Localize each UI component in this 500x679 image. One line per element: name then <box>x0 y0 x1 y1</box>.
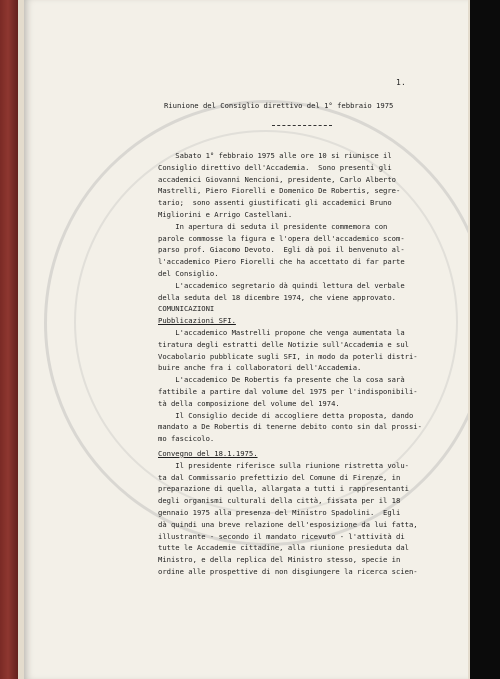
text-line: tario; sono assenti giustificati gli accademici Bruno <box>158 198 392 208</box>
text-line: parole commosse la figura e l'opera dell'accademico scom- <box>158 233 405 243</box>
text-line: Ministro, e della replica del Ministro stesso, specie in <box>158 555 401 565</box>
text-line: illustrante - secondo il mandato ricevuto - l'attività di <box>158 531 405 541</box>
text-line: Sabato 1° febbraio 1975 alle ore 10 si riunisce il <box>158 151 392 160</box>
text-line: ta dal Commissario prefettizio del Comune di Firenze, in <box>158 472 401 482</box>
text-line: del Consiglio. <box>158 268 219 278</box>
text-line: della seduta del 18 dicembre 1974, che viene approvato. <box>158 292 396 302</box>
text-line: Mastrelli, Piero Fiorelli e Domenico De Robertis, segre- <box>158 186 401 196</box>
text-line: accademici Giovanni Nencioni, presidente, Carlo Alberto <box>158 174 396 184</box>
text-line: dà quindi una breve relazione dell'esposizione da lui fatta, <box>158 519 418 529</box>
text-line: gennaio 1975 alla presenza del Ministro Spadolini. Egli <box>158 507 401 517</box>
text-line: Consiglio direttivo dell'Accademia. Sono presenti gli <box>158 162 392 172</box>
text-line: preparazione di quella, allargata a tutti i rappresentanti <box>158 484 409 494</box>
text-line: fattibile a partire dal volume del 1975 per l'indisponibili- <box>158 386 418 396</box>
text-line: In apertura di seduta il presidente commemora con <box>158 221 388 231</box>
title-underline <box>272 125 332 126</box>
text-line: ordine alle prospettive di non disgiungere la ricerca scien- <box>158 566 418 576</box>
page-title: Riunione del Consiglio direttivo del 1° febbraio 1975 <box>164 101 394 110</box>
subsection-heading: Pubblicazioni SFI. <box>158 316 236 326</box>
page-number: 1. <box>396 78 407 87</box>
text-line: mo fascicolo. <box>158 434 215 444</box>
text-line: Il presidente riferisce sulla riunione ristretta volu- <box>158 460 409 470</box>
text-line: L'accademico De Robertis fa presente che la cosa sarà <box>158 375 405 385</box>
section-heading: COMUNICAZIONI <box>158 304 215 314</box>
text-line: tiratura degli estratti delle Notizie sull'Accademia e sul <box>158 339 409 349</box>
subsection-heading: Convegno del 18.1.1975. <box>158 448 258 458</box>
text-line: L'accademico Mastrelli propone che venga aumentata la <box>158 327 405 337</box>
text-line: tutte le Accademie cittadine, alla riunione presieduta dal <box>158 543 409 553</box>
text-line: degli organismi culturali della città, fissata per il 18 <box>158 496 401 506</box>
text-line: parso prof. Giacomo Devoto. Egli dà poi il benvenuto al- <box>158 245 405 255</box>
text-line: mandato a De Robertis di tenerne debito conto sin dal prossi- <box>158 422 422 432</box>
text-line: tà della composizione del volume del 1974. <box>158 398 340 408</box>
document-page <box>24 0 468 679</box>
text-line: Il Consiglio decide di accogliere detta proposta, dando <box>158 410 414 420</box>
book-binding <box>0 0 20 679</box>
text-line: Migliorini e Arrigo Castellani. <box>158 209 293 219</box>
text-line: buire anche fra i collaboratori dell'Accademia. <box>158 363 362 373</box>
text-line: L'accademico segretario dà quindi lettura del verbale <box>158 280 405 290</box>
text-line: l'accademico Piero Fiorelli che ha accettato di far parte <box>158 257 405 267</box>
body-text <box>158 150 458 578</box>
text-line: Vocabolario pubblicate sugli SFI, in modo da poterli distri- <box>158 351 418 361</box>
